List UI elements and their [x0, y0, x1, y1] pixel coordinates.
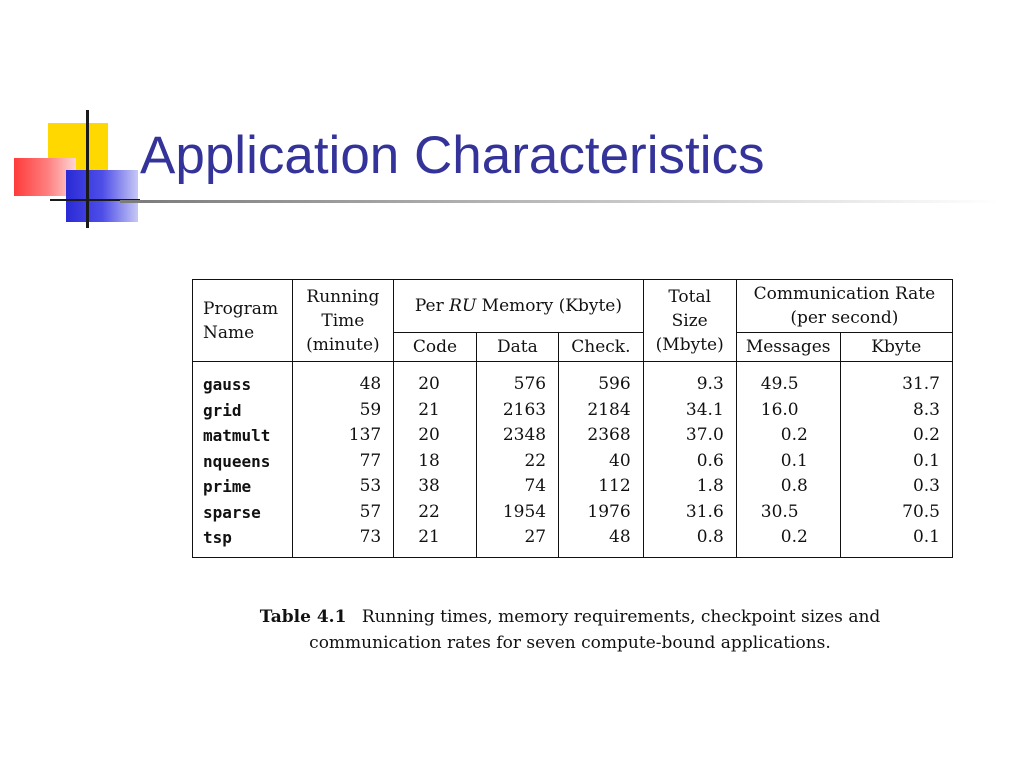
cell-size: 0.6 [643, 449, 736, 475]
cell-code: 21 [394, 525, 476, 557]
table-row [193, 398, 953, 424]
cell-check: 1976 [559, 500, 644, 526]
cell-kbyte: 0.1 [840, 449, 952, 475]
header-code: Code [394, 333, 476, 362]
application-table [192, 279, 953, 558]
cell-size: 37.0 [643, 423, 736, 449]
cell-check: 112 [559, 474, 644, 500]
cell-program: tsp [193, 525, 293, 557]
header-communication-group: Communication Rate (per second) [736, 280, 952, 333]
cell-code: 20 [394, 362, 476, 398]
cell-data: 2348 [476, 423, 558, 449]
cell-time: 53 [292, 474, 394, 500]
slide-logo [0, 0, 140, 240]
cell-time: 48 [292, 362, 394, 398]
logo-vertical-line [86, 110, 89, 228]
cell-kbyte: 31.7 [840, 362, 952, 398]
cell-kbyte: 8.3 [840, 398, 952, 424]
cell-time: 137 [292, 423, 394, 449]
header-kbyte: Kbyte [840, 333, 952, 362]
cell-program: grid [193, 398, 293, 424]
cell-messages: 0.2 [736, 423, 840, 449]
cell-code: 22 [394, 500, 476, 526]
cell-check: 2184 [559, 398, 644, 424]
cell-kbyte: 70.5 [840, 500, 952, 526]
table-row [193, 500, 953, 526]
cell-time: 73 [292, 525, 394, 557]
header-messages: Messages [736, 333, 840, 362]
header-memory-suffix: Memory (Kbyte) [476, 296, 622, 316]
table-row [193, 525, 953, 557]
cell-data: 74 [476, 474, 558, 500]
cell-messages: 0.1 [736, 449, 840, 475]
cell-messages: 0.2 [736, 525, 840, 557]
cell-time: 59 [292, 398, 394, 424]
table-row [193, 362, 953, 398]
caption-text: Running times, memory requirements, checkpoint sizes and communication rates for seven compute-bound applications. [309, 607, 881, 653]
cell-time: 77 [292, 449, 394, 475]
caption-label: Table 4.1 [259, 607, 347, 627]
cell-check: 2368 [559, 423, 644, 449]
header-data: Data [476, 333, 558, 362]
cell-code: 38 [394, 474, 476, 500]
table-row [193, 449, 953, 475]
cell-data: 1954 [476, 500, 558, 526]
cell-size: 1.8 [643, 474, 736, 500]
header-memory-prefix: Per [414, 296, 450, 316]
cell-data: 2163 [476, 398, 558, 424]
header-check: Check. [559, 333, 644, 362]
header-memory-group [394, 280, 643, 333]
cell-program: sparse [193, 500, 293, 526]
cell-check: 40 [559, 449, 644, 475]
cell-time: 57 [292, 500, 394, 526]
cell-messages: 16.0 [736, 398, 840, 424]
cell-check: 596 [559, 362, 644, 398]
cell-data: 576 [476, 362, 558, 398]
cell-size: 34.1 [643, 398, 736, 424]
cell-program: prime [193, 474, 293, 500]
cell-program: nqueens [193, 449, 293, 475]
table-row [193, 423, 953, 449]
cell-kbyte: 0.1 [840, 525, 952, 557]
cell-program: gauss [193, 362, 293, 398]
cell-program: matmult [193, 423, 293, 449]
cell-code: 20 [394, 423, 476, 449]
cell-check: 48 [559, 525, 644, 557]
cell-kbyte: 0.2 [840, 423, 952, 449]
header-total-size: Total Size (Mbyte) [643, 280, 736, 362]
title-underline [120, 200, 1000, 203]
logo-blue-square [66, 170, 138, 222]
cell-size: 9.3 [643, 362, 736, 398]
cell-code: 21 [394, 398, 476, 424]
cell-size: 0.8 [643, 525, 736, 557]
cell-messages: 0.8 [736, 474, 840, 500]
cell-size: 31.6 [643, 500, 736, 526]
cell-messages: 30.5 [736, 500, 840, 526]
header-running-time: Running Time (minute) [292, 280, 394, 362]
cell-code: 18 [394, 449, 476, 475]
slide-title: Application Characteristics [140, 126, 765, 185]
cell-kbyte: 0.3 [840, 474, 952, 500]
header-memory-ru: RU [449, 296, 477, 316]
table-caption [230, 604, 910, 656]
table-row [193, 474, 953, 500]
header-program-name: Program Name [193, 280, 293, 362]
cell-messages: 49.5 [736, 362, 840, 398]
cell-data: 22 [476, 449, 558, 475]
cell-data: 27 [476, 525, 558, 557]
